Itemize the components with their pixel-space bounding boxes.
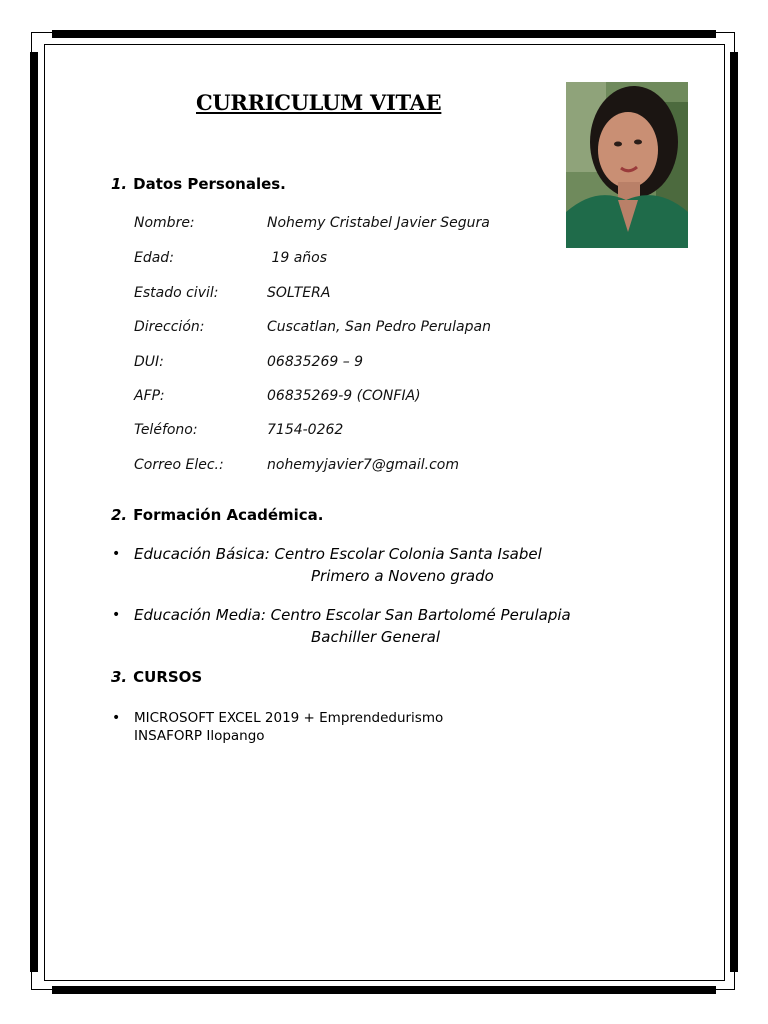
label-dui: DUI: xyxy=(134,354,164,370)
course-title: MICROSOFT EXCEL 2019 + Emprendedurismo xyxy=(134,710,444,726)
section-number: 3. xyxy=(111,668,128,686)
border-bar-top xyxy=(52,30,716,38)
border-bar-left xyxy=(30,52,38,972)
border-inner-right xyxy=(724,44,725,981)
value-correo[interactable]: nohemyjavier7@gmail.com xyxy=(267,457,460,473)
education-media: Educación Media: Centro Escolar San Bartolomé Perulapia xyxy=(134,606,571,624)
profile-photo xyxy=(566,82,688,248)
border-bar-right xyxy=(730,52,738,972)
section-number: 2. xyxy=(111,506,128,524)
education-media-detail: Bachiller General xyxy=(311,628,441,646)
value-afp: 06835269-9 (CONFIA) xyxy=(267,388,421,404)
section-title: Formación Académica. xyxy=(133,506,324,524)
value-estado-civil: SOLTERA xyxy=(267,285,331,301)
bullet: • xyxy=(112,546,121,562)
label-edad: Edad: xyxy=(134,250,174,266)
label-telefono: Teléfono: xyxy=(134,422,198,438)
border-inner-bottom xyxy=(44,980,724,981)
bullet: • xyxy=(112,710,121,726)
label-direccion: Dirección: xyxy=(134,319,205,335)
border-bar-bottom xyxy=(52,986,716,994)
section-number: 1. xyxy=(111,175,128,193)
document-title: CURRICULUM VITAE xyxy=(196,90,442,115)
border-inner-left xyxy=(44,44,45,980)
section-title: Datos Personales. xyxy=(133,175,286,193)
course-institution: INSAFORP Ilopango xyxy=(134,728,265,744)
label-estado-civil: Estado civil: xyxy=(134,285,219,301)
label-nombre: Nombre: xyxy=(134,215,195,231)
label-correo: Correo Elec.: xyxy=(134,457,224,473)
value-direccion: Cuscatlan, San Pedro Perulapan xyxy=(267,319,491,335)
value-dui: 06835269 – 9 xyxy=(267,354,364,370)
value-edad: 19 años xyxy=(267,250,328,266)
education-basic-detail: Primero a Noveno grado xyxy=(311,567,494,585)
education-basic: Educación Básica: Centro Escolar Colonia Santa Isabel xyxy=(134,545,542,563)
value-nombre: Nohemy Cristabel Javier Segura xyxy=(267,215,490,231)
section-heading-courses xyxy=(111,668,202,686)
label-afp: AFP: xyxy=(134,388,165,404)
section-title: CURSOS xyxy=(133,668,203,686)
section-heading-education xyxy=(111,506,324,524)
value-telefono: 7154-0262 xyxy=(267,422,344,438)
border-inner-top xyxy=(44,44,724,45)
bullet: • xyxy=(112,607,121,623)
section-heading-personal xyxy=(111,175,286,193)
